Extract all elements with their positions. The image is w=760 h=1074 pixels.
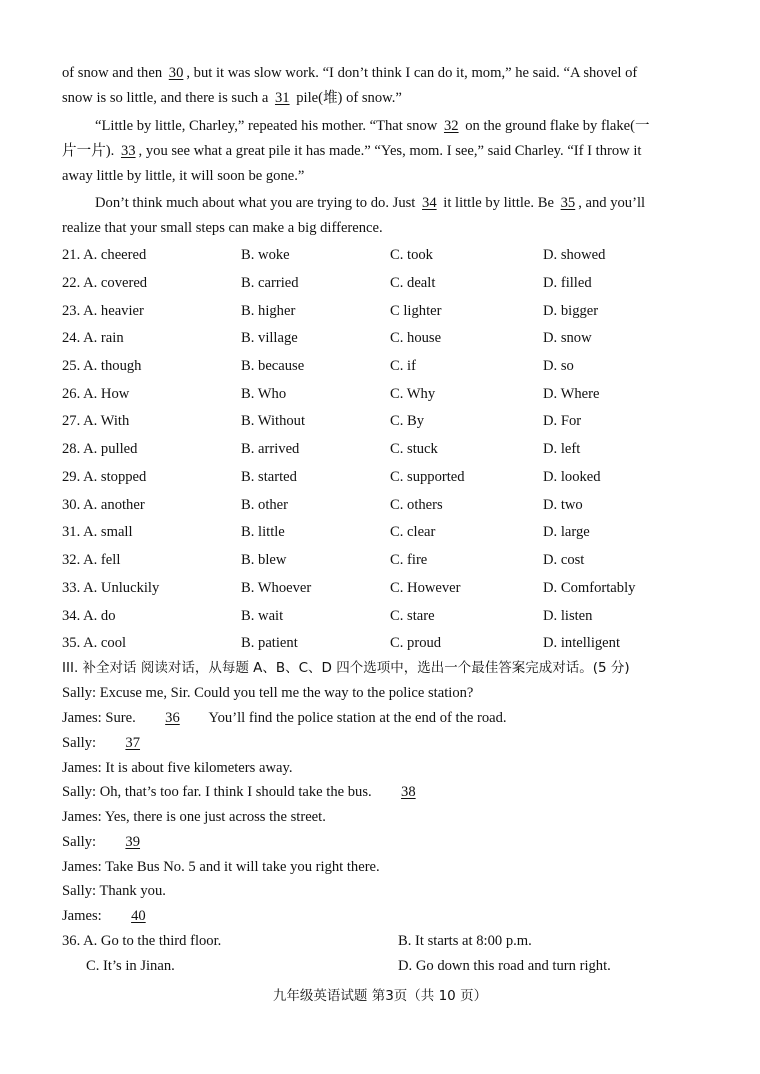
section-heading: III. 补全对话 阅读对话，从每题 A、B、C、D 四个选项中，选出一个最佳答案完成对话。(5 分): [62, 660, 630, 676]
option-row: 28. A. pulled B. arrived C. stuck D. left: [62, 441, 581, 457]
option-row: 30. A. another B. other C. others D. two: [62, 497, 583, 513]
option-row: 33. A. Unluckily B. Whoever C. However D. Comfortably: [62, 580, 636, 596]
q36-option-c: C. It’s in Jinan.: [86, 958, 175, 974]
option-row: 31. A. small B. little C. clear D. large: [62, 524, 590, 540]
blank-30: 30: [168, 65, 184, 81]
page-footer: 九年级英语试题 第3页（共 10 页）: [272, 988, 488, 1004]
blank-32: 32: [443, 118, 459, 134]
dialogue-line: James: It is about five kilometers away.: [62, 760, 293, 776]
passage-line: of snow and then 30 , but it was slow work. “I don’t think I can do it, mom,” he said. “A shovel of: [62, 65, 638, 81]
passage-line: snow is so little, and there is such a 31 pile(堆) of snow.”: [62, 90, 402, 106]
passage-line: Don’t think much about what you are trying to do. Just 34 it little by little. Be 35 , and you’ll: [95, 195, 646, 211]
dialogue-line: Sally: 37: [62, 733, 166, 753]
option-row: 32. A. fell B. blew C. fire D. cost: [62, 552, 585, 568]
q36-option-d: D. Go down this road and turn right.: [398, 958, 611, 974]
blank-37: 37: [125, 735, 141, 751]
blank-31: 31: [274, 90, 290, 106]
option-row: 34. A. do B. wait C. stare D. listen: [62, 608, 593, 624]
blank-34: 34: [422, 195, 437, 211]
passage-line: “Little by little, Charley,” repeated his mother. “That snow 32 on the ground flake by flake(一: [95, 118, 650, 134]
dialogue-line: James: Sure. 36 You’ll find the police station at the end of the road.: [62, 710, 507, 726]
blank-38: 38: [401, 784, 416, 800]
passage-line: realize that your small steps can make a big difference.: [62, 220, 383, 236]
option-row: 23. A. heavier B. higher C lighter D. bigger: [62, 303, 599, 319]
blank-36: 36: [165, 710, 180, 726]
dialogue-line: Sally: 39: [62, 832, 166, 852]
passage-line: away little by little, it will soon be gone.”: [62, 168, 305, 184]
dialogue-line: James: Take Bus No. 5 and it will take you right there.: [62, 859, 380, 875]
option-row: 26. A. How B. Who C. Why D. Where: [62, 386, 600, 402]
option-row: 22. A. covered B. carried C. dealt D. filled: [62, 275, 592, 291]
option-row: 25. A. though B. because C. if D. so: [62, 358, 574, 374]
passage-line: 片一片). 33 , you see what a great pile it has made.” “Yes, mom. I see,” said Charley. “If I throw it: [62, 143, 642, 159]
q36-option-b: B. It starts at 8:00 p.m.: [398, 933, 532, 949]
option-row: 35. A. cool B. patient C. proud D. intelligent: [62, 635, 621, 651]
option-row: 29. A. stopped B. started C. supported D. looked: [62, 469, 601, 485]
blank-33: 33: [120, 143, 136, 159]
blank-40: 40: [131, 908, 146, 924]
q36-option-a: 36. A. Go to the third floor.: [62, 933, 222, 949]
dialogue-line: James: Yes, there is one just across the street.: [62, 809, 326, 825]
dialogue-line: Sally: Excuse me, Sir. Could you tell me the way to the police station?: [62, 685, 474, 701]
blank-39: 39: [125, 834, 141, 850]
dialogue-line: James: 40: [62, 906, 171, 926]
option-row: 24. A. rain B. village C. house D. snow: [62, 330, 592, 346]
dialogue-line: Sally: Thank you.: [62, 883, 166, 899]
blank-35: 35: [560, 195, 576, 211]
dialogue-line: Sally: Oh, that’s too far. I think I should take the bus. 38: [62, 782, 441, 802]
option-row: 21. A. cheered B. woke C. took D. showed: [62, 247, 606, 263]
option-row: 27. A. With B. Without C. By D. For: [62, 413, 582, 429]
